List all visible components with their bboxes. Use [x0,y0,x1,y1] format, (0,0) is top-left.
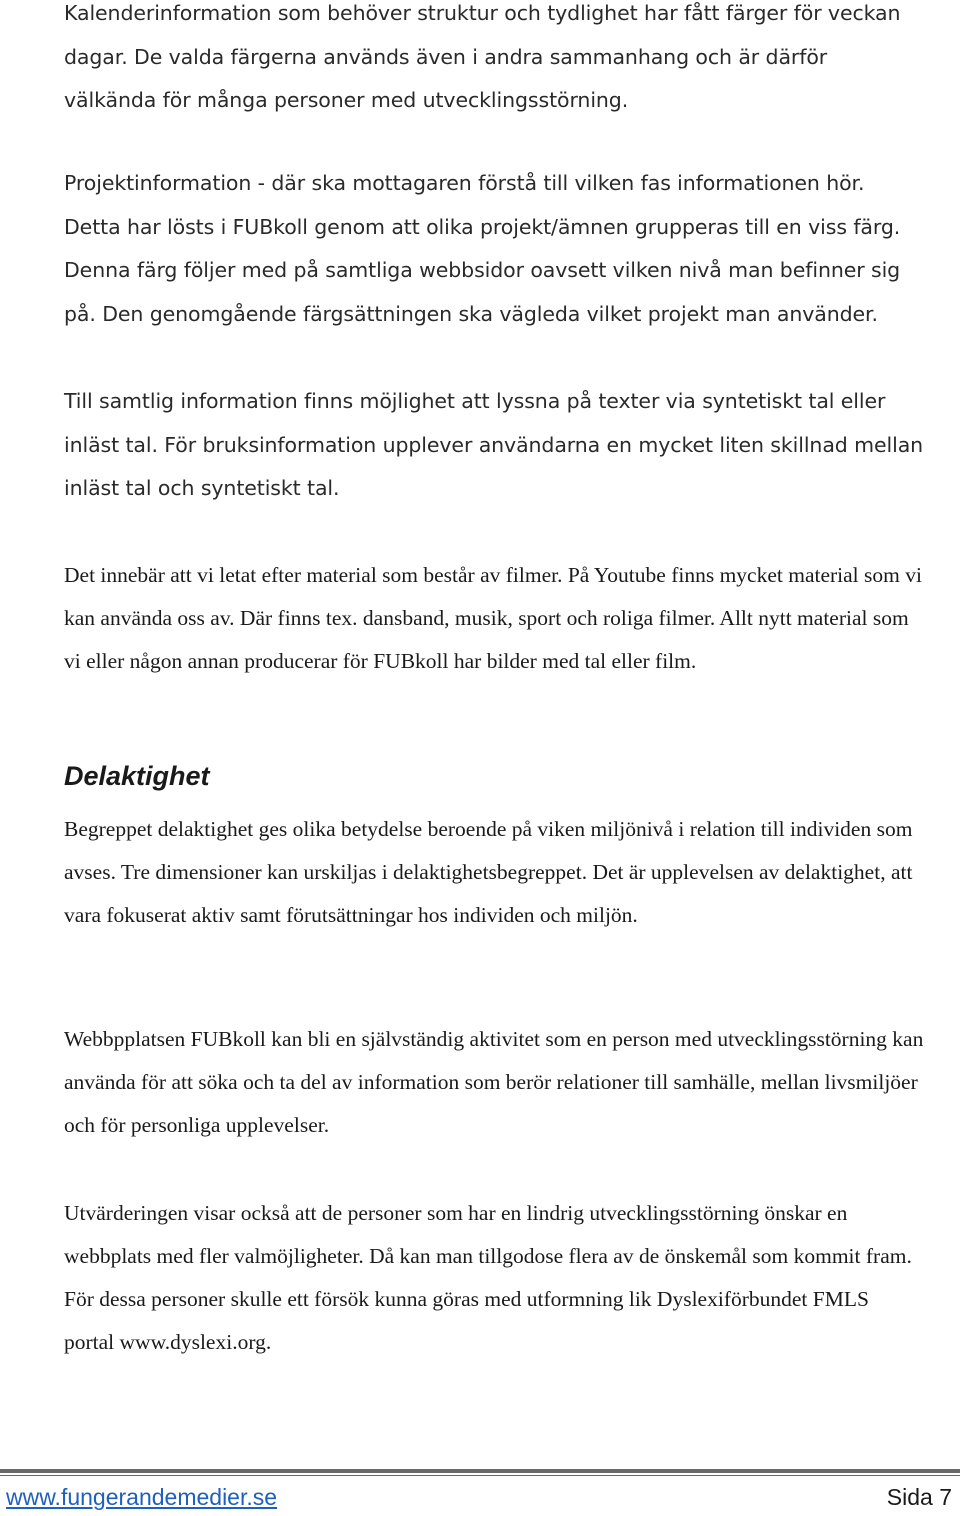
footer-website-link[interactable]: www.fungerandemedier.se [6,1484,278,1510]
paragraph-calendar-info: Kalenderinformation som behöver struktur och tydlighet har fått färger för veckan dagar. De valda färgerna används även i andra sammanhang och är därför välkända för många personer med utvecklingsstörning. [64,1,901,112]
footer-divider-thin [0,1475,960,1476]
paragraph-fubkoll-activity: Webbpplatsen FUBkoll kan bli en självständig aktivitet som en person med utvecklingsstörning kan använda för att söka och ta del av information som berör relationer till samhälle, mellan livsmiljöer och för personliga upplevelser. [64,1027,924,1137]
footer-divider-thick [0,1469,960,1473]
paragraph-film-material: Det innebär att vi letat efter material som består av filmer. På Youtube finns mycket material som vi kan använda oss av. Där finns tex. dansband, musik, sport och roliga filmer. Allt nytt material som vi eller någon annan producerar för FUBkoll har bilder med tal eller film. [64,563,922,673]
paragraph-evaluation: Utvärderingen visar också att de personer som har en lindrig utvecklingsstörning önskar en webbplats med fler valmöjligheter. Då kan man tillgodose flera av de önskemål som kommit fram. För dessa personer skulle ett försök kunna göras med utformning lik Dyslexiförbundet FMLS portal www.dyslexi.org. [64,1201,912,1354]
section-heading-delaktighet: Delaktighet [64,761,210,791]
paragraph-participation-concept: Begreppet delaktighet ges olika betydelse beroende på viken miljönivå i relation till individen som avses. Tre dimensioner kan urskiljas i delaktighetsbegreppet. Det är upplevelsen av delaktighet, att vara fokuserat aktiv samt förutsättningar hos individen och miljön. [64,817,913,927]
paragraph-project-info: Projektinformation - där ska mottagaren förstå till vilken fas informationen hör. Detta har lösts i FUBkoll genom att olika projekt/ämnen grupperas till en viss färg. Denna färg följer med på samtliga webbsidor oavsett vilken nivå man befinner sig på. Den genomgående färgsättningen ska vägleda vilket projekt man använder. [64,171,901,326]
footer-page-number: Sida 7 [886,1484,952,1510]
paragraph-speech: Till samtlig information finns möjlighet att lyssna på texter via syntetiskt tal eller inläst tal. För bruksinformation upplever användarna en mycket liten skillnad mellan inläst tal och syntetiskt tal. [64,389,924,500]
